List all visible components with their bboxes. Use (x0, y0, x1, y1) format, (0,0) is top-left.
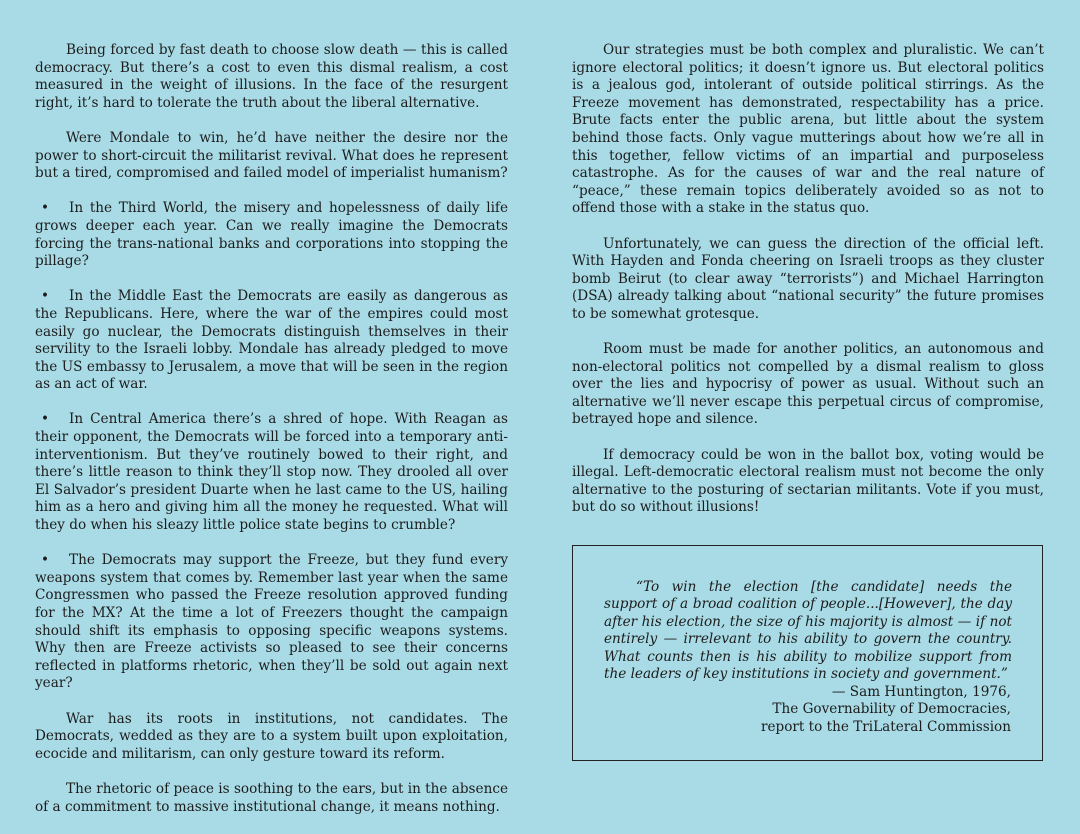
bullet-central-america (35, 411, 508, 534)
paragraph-war-roots: War has its roots in institutions, not candidates. The Democrats, wedded as they are to a system built upon exploitation, ecocide and militarism, can only gesture toward its reform. (35, 710, 508, 762)
paragraph-another-politics: Room must be made for another politics, an autonomous and non-electoral politics not compelled by a dismal realism to gloss over the lies and hypocrisy of power as usual. Without such an alternative we’ll never escape this perpetual circus of compromise, betrayed hope and silence. (572, 341, 1044, 428)
huntington-quote: “To win the election [the candidate] needs the support of a broad coalition of people...[However], the day after his election, the size of his majority is almost — if not entirely — irrelevant to his ability to govern the country. What counts then is his ability to mobilize support from the leaders of key institutions in society and government.” (604, 579, 1012, 683)
paragraph-fast-death: Being forced by fast death to choose slow death — this is called democracy. But there’s a cost to even this dismal realism, a cost measured in the weight of illusions. In the face of the resurgent right, it’s hard to tolerate the truth about the liberal alternative. (35, 42, 508, 111)
quote-box (572, 545, 1043, 761)
bullet-text: The Democrats may support the Freeze, but they fund every weapons system that comes by. Remember last year when the same Congressmen who passed the Freeze resolution approved funding for the MX? At the time a lot of Freezers thought the campaign should shift its emphasis to opposing specific weapons systems. Why then are Freeze activists so pleased to see their concerns reflected in platforms rhetoric, when they’ll be sold out again next year? (35, 552, 508, 692)
bullet-icon: • (41, 552, 50, 569)
attribution-author: — Sam Huntington, 1976, (831, 684, 1011, 700)
paragraph-official-left: Unfortunately, we can guess the direction of the official left. With Hayden and Fonda cheering on Israeli troops as they cluster bomb Beirut (to clear away “terrorists”) and Michael Harrington (DSA) already talking about “national security” the future promises to be somewhat grotesque. (572, 235, 1044, 322)
attribution-source: report to the TriLateral Commission (760, 718, 1011, 735)
bullet-text: In Central America there’s a shred of hope. With Reagan as their opponent, the Democrats will be forced into a temporary anti-interventionism. But they’ve routinely bowed to their right, and there’s little reason to think they’ll stop now. They drooled all over El Salvador’s president Duarte when he last came to the US, hailing him as a hero and giving him all the money he requested. What will they do when his sleazy little police state begins to crumble? (35, 411, 508, 534)
attribution-title: The Governability of Democracies, (772, 701, 1011, 718)
bullet-text: In the Third World, the misery and hopelessness of daily life grows deeper each year. Can we really imagine the Democrats forcing the trans-national banks and corporations into stopping the pillage? (35, 200, 508, 270)
paragraph-strategies: Our strategies must be both complex and pluralistic. We can’t ignore electoral politics; it doesn’t ignore us. But electoral politics is a jealous god, intolerant of outside political stirrings. As the Freeze movement has demonstrated, respectability has a price. Brute facts enter the public arena, but little about the system behind those facts. Only vague mutterings about how we’re all in this together, fellow victims of an impartial and purposeless catastrophe. As for the causes of war and the real nature of “peace,” these remain topics deliberately avoided so as not to offend those with a stake in the status quo. (572, 42, 1044, 217)
paragraph-mondale: Were Mondale to win, he’d have neither the desire nor the power to short-circuit the militarist revival. What does he represent but a tired, compromised and failed model of imperialist humanism? (35, 129, 508, 182)
left-column (35, 42, 508, 834)
right-column (572, 42, 1044, 535)
bullet-text: In the Middle East the Democrats are easily as dangerous as the Republicans. Here, where the war of the empires could most easily go nuclear, the Democrats distinguish themselves in their servility to the Israeli lobby. Mondale has already pledged to move the US embassy to Jerusalem, a move that will be seen in the region as an act of war. (35, 288, 508, 393)
bullet-icon: • (41, 411, 50, 428)
bullet-middle-east (35, 288, 508, 394)
paragraph-rhetoric: The rhetoric of peace is soothing to the ears, but in the absence of a commitment to massive institutional change, it means nothing. (35, 780, 508, 815)
quote-attribution (761, 684, 1011, 736)
bullet-icon: • (41, 288, 50, 305)
bullet-third-world (35, 200, 508, 270)
bullet-icon: • (41, 200, 50, 217)
paragraph-ballot-box: If democracy could be won in the ballot box, voting would be illegal. Left-democratic electoral realism must not become the only alternative to the posturing of sectarian militants. Vote if you must, but do so without illusions! (572, 446, 1044, 516)
bullet-freeze (35, 552, 508, 693)
